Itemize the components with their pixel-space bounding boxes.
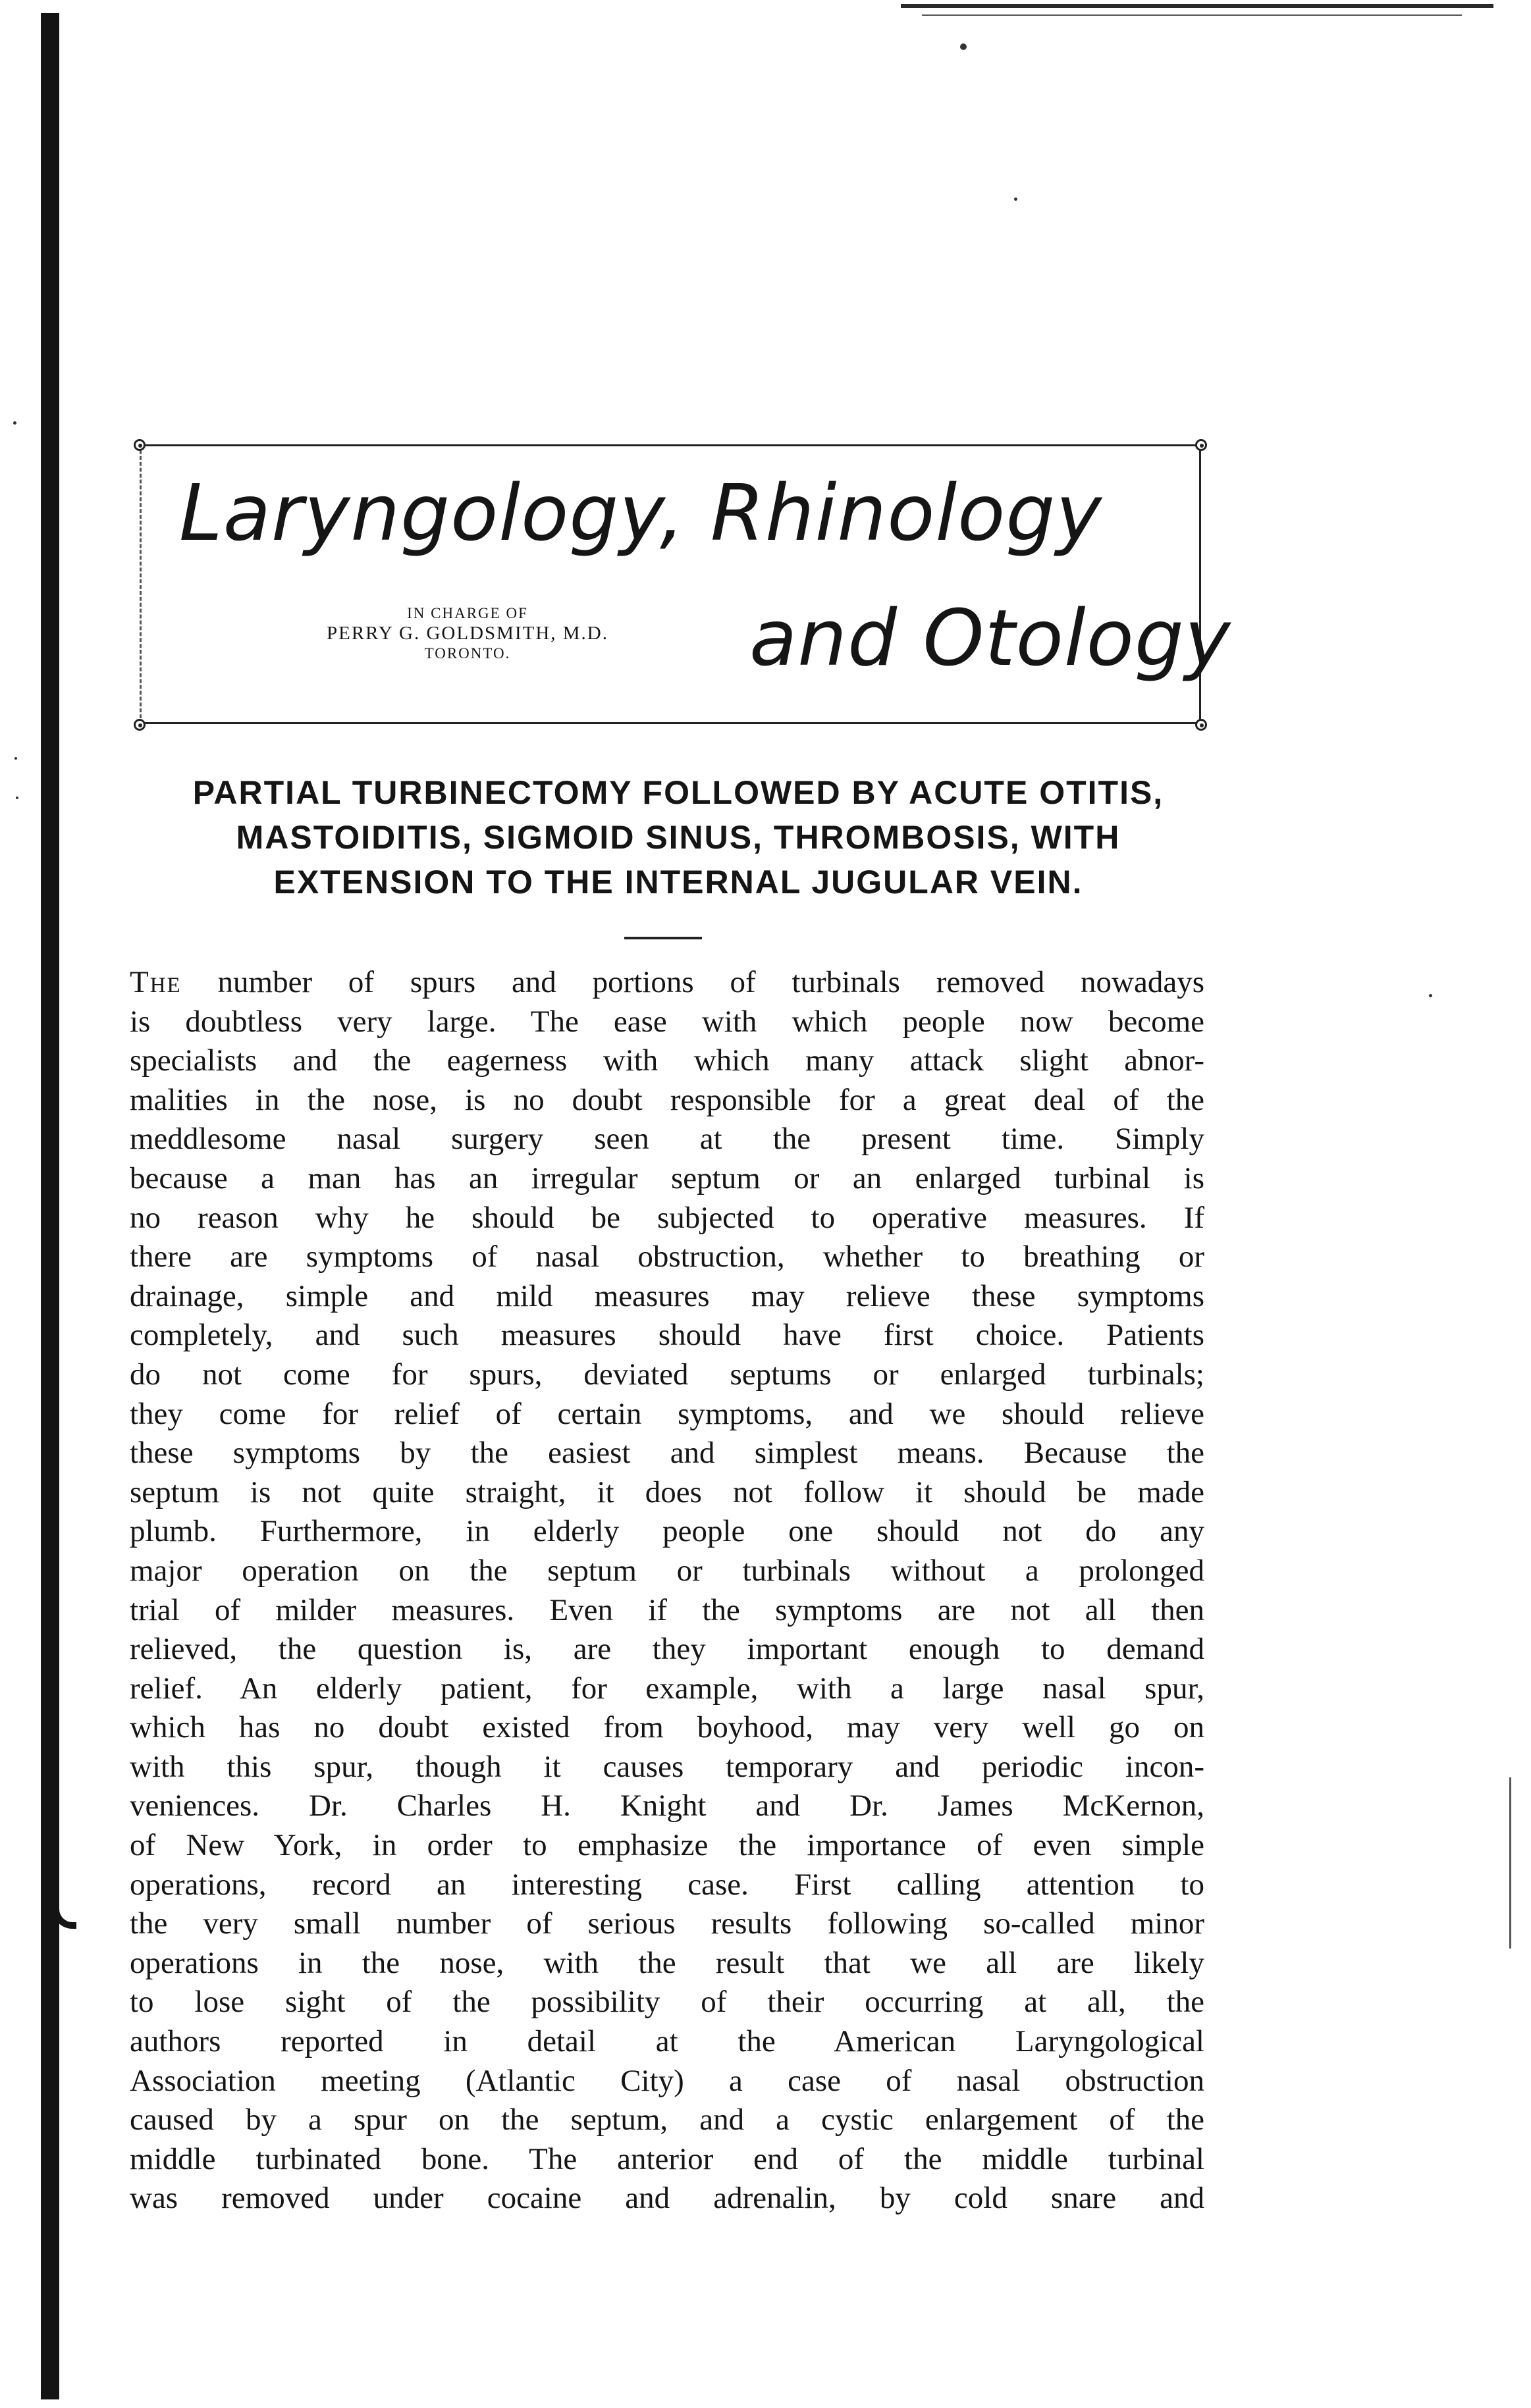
page-binding-shadow bbox=[41, 13, 59, 2399]
editor-city: TORONTO. bbox=[424, 645, 511, 662]
body-line: was removed under cocaine and adrenalin, by cold snare and bbox=[130, 2181, 1204, 2216]
body-line: operations in the nose, with the result that we all are likely bbox=[130, 1945, 1204, 1980]
page-right-edge bbox=[1509, 1777, 1511, 1949]
scan-speck bbox=[13, 421, 16, 425]
title-rule bbox=[624, 937, 702, 939]
article-body bbox=[130, 963, 1204, 2218]
section-title-line2: and Otology bbox=[749, 592, 1231, 683]
body-line: the very small number of serious results following so-called minor bbox=[130, 1906, 1204, 1941]
body-line: malities in the nose, is no doubt responsible for a great deal of the bbox=[130, 1082, 1204, 1117]
body-line: drainage, simple and mild measures may relieve these symptoms bbox=[130, 1278, 1204, 1313]
editor-name: PERRY G. GOLDSMITH, M.D. bbox=[327, 623, 608, 644]
frame-corner-ornament bbox=[1195, 439, 1207, 451]
page-binding-notch bbox=[53, 1863, 76, 1929]
body-line: these symptoms by the easiest and simplest means. Because the bbox=[130, 1436, 1204, 1471]
body-line: plumb. Furthermore, in elderly people one should not do any bbox=[130, 1514, 1204, 1549]
body-line: to lose sight of the possibility of their occurring at all, the bbox=[130, 1985, 1204, 2020]
body-line: specialists and the eagerness with which many attack slight abnor- bbox=[130, 1043, 1204, 1078]
body-line: middle turbinated bone. The anterior end of the middle turbinal bbox=[130, 2141, 1204, 2176]
body-line: meddlesome nasal surgery seen at the present time. Simply bbox=[130, 1122, 1204, 1157]
body-line bbox=[130, 963, 1204, 1003]
frame-corner-ornament bbox=[134, 719, 146, 731]
body-first-word: The bbox=[130, 965, 182, 999]
editor-label: IN CHARGE OF bbox=[407, 605, 528, 621]
frame-corner-ornament bbox=[1195, 719, 1207, 731]
article-title-line: MASTOIDITIS, SIGMOID SINUS, THROMBOSIS, WITH bbox=[236, 819, 1121, 856]
body-line: veniences. Dr. Charles H. Knight and Dr. James McKernon, bbox=[130, 1789, 1204, 1823]
body-line: relief. An elderly patient, for example, with a large nasal spur, bbox=[130, 1671, 1204, 1706]
body-line: which has no doubt existed from boyhood, may very well go on bbox=[130, 1710, 1204, 1745]
body-line: is doubtless very large. The ease with which people now become bbox=[130, 1004, 1204, 1039]
body-line: Association meeting (Atlantic City) a case of nasal obstruction bbox=[130, 2063, 1204, 2098]
article-title-line: PARTIAL TURBINECTOMY FOLLOWED BY ACUTE OTITIS, bbox=[192, 774, 1164, 811]
body-line: relieved, the question is, are they important enough to demand bbox=[130, 1632, 1204, 1667]
scan-speck bbox=[16, 797, 18, 799]
body-line: they come for relief of certain symptoms, and we should relieve bbox=[130, 1396, 1204, 1431]
scan-speck bbox=[1429, 994, 1432, 997]
scan-speck bbox=[1014, 197, 1017, 201]
article-title bbox=[105, 770, 1251, 904]
section-editor bbox=[230, 604, 705, 662]
body-line: completely, and such measures should have first choice. Patients bbox=[130, 1318, 1204, 1353]
body-line: there are symptoms of nasal obstruction, whether to breathing or bbox=[130, 1240, 1204, 1274]
body-line: with this spur, though it causes temporary and periodic incon- bbox=[130, 1749, 1204, 1784]
section-title-line1: Laryngology, Rhinology bbox=[179, 467, 1103, 558]
body-line: major operation on the septum or turbinals without a prolonged bbox=[130, 1553, 1204, 1588]
body-line: of New York, in order to emphasize the importance of even simple bbox=[130, 1828, 1204, 1863]
body-line-text: number of spurs and portions of turbinals removed nowadays bbox=[181, 965, 1204, 999]
body-line: do not come for spurs, deviated septums or enlarged turbinals; bbox=[130, 1357, 1204, 1392]
page-top-edge bbox=[901, 4, 1493, 8]
frame-corner-ornament bbox=[134, 439, 146, 451]
article-title-line: EXTENSION TO THE INTERNAL JUGULAR VEIN. bbox=[273, 864, 1083, 901]
body-line: because a man has an irregular septum or an enlarged turbinal is bbox=[130, 1161, 1204, 1195]
body-line: operations, record an interesting case. First calling attention to bbox=[130, 1867, 1204, 1902]
scan-speck bbox=[14, 757, 17, 760]
body-line: septum is not quite straight, it does not follow it should be made bbox=[130, 1475, 1204, 1509]
body-line: trial of milder measures. Even if the symptoms are not all then bbox=[130, 1592, 1204, 1627]
body-line: authors reported in detail at the American Laryngological bbox=[130, 2024, 1204, 2059]
scan-speck bbox=[960, 43, 967, 50]
page-top-edge-thin bbox=[922, 14, 1462, 16]
body-line: caused by a spur on the septum, and a cystic enlargement of the bbox=[130, 2103, 1204, 2137]
body-line: no reason why he should be subjected to operative measures. If bbox=[130, 1200, 1204, 1235]
